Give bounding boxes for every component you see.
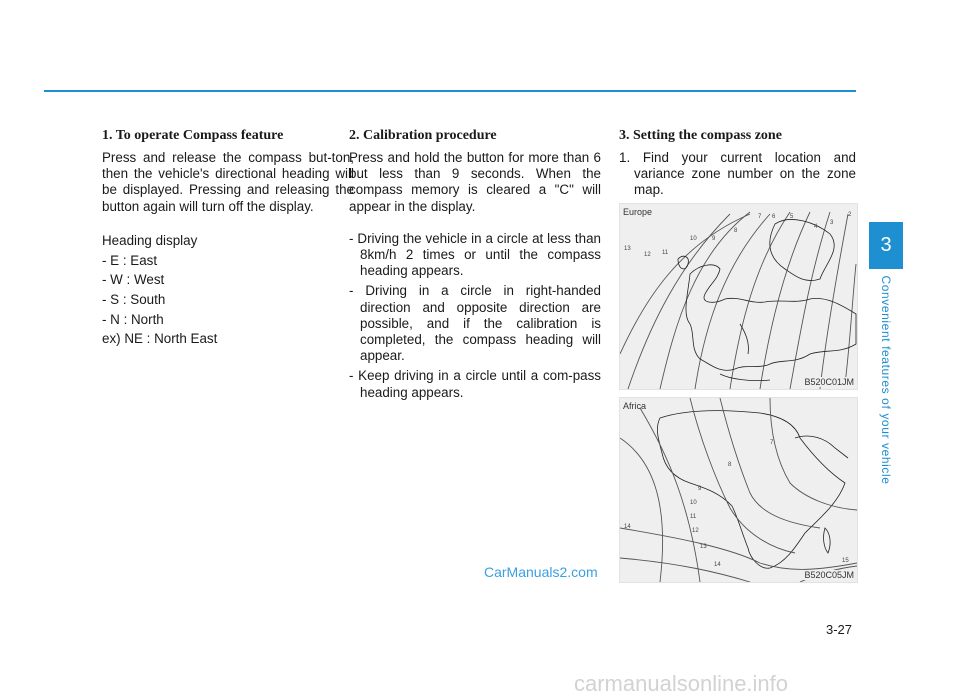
zone-number: 8	[728, 462, 732, 468]
zone-number: 4	[814, 224, 818, 230]
zone-number: 14	[624, 524, 631, 530]
map-title: Africa	[623, 401, 647, 411]
zone-number: 15	[842, 558, 849, 564]
direction-example: ex) NE : North East	[102, 331, 218, 347]
zone-number: 13	[700, 544, 707, 550]
zone-number: 7	[758, 214, 762, 220]
watermark-link[interactable]: CarManuals2.com	[484, 564, 598, 580]
zone-number: 11	[662, 250, 669, 256]
africa-map-graphic	[620, 398, 857, 582]
europe-map-graphic	[620, 204, 857, 389]
figure-code: B520C01JM	[804, 377, 854, 387]
chapter-tab: 3	[869, 222, 903, 269]
direction-item: - N : North	[102, 311, 164, 327]
direction-item: - E : East	[102, 252, 158, 268]
zone-number: 10	[690, 500, 697, 506]
zone-number: 3	[830, 220, 834, 226]
section-heading: 3. Setting the compass zone	[619, 128, 782, 143]
bullet-item: - Driving the vehicle in a circle at less than 8km/h 2 times or until the compass heading appears.	[349, 230, 601, 279]
section-compass-zone	[619, 128, 856, 199]
chapter-title: Convenient features of your vehicle	[879, 275, 893, 485]
zone-number: 8	[734, 228, 738, 234]
section-heading: 1. To operate Compass feature	[102, 128, 284, 143]
bullet-item: - Keep driving in a circle until a com-pass heading appears.	[349, 368, 601, 400]
zone-number: 7	[770, 440, 774, 446]
direction-item: - S : South	[102, 291, 166, 307]
section-compass-feature	[102, 128, 354, 349]
map-title: Europe	[623, 207, 653, 217]
zone-number: 12	[692, 528, 699, 534]
zone-number: 14	[714, 562, 721, 568]
africa-zone-map	[619, 397, 858, 583]
zone-number: 2	[848, 212, 852, 218]
zone-number: 5	[790, 214, 794, 220]
direction-item: - W : West	[102, 272, 165, 288]
heading-display-label: Heading display	[102, 232, 198, 248]
top-rule	[44, 90, 856, 92]
zone-number: 9	[698, 486, 702, 492]
bullet-item: - Driving in a circle in right-handed direction and opposite direction are possible, and if the calibration is completed, the compass heading will appear.	[349, 283, 601, 364]
section-calibration	[349, 128, 601, 405]
page-number: 3-27	[826, 622, 853, 637]
zone-number: 6	[772, 214, 776, 220]
europe-zone-map	[619, 203, 858, 390]
zone-number: 11	[690, 514, 697, 520]
paragraph: Press and release the compass but-ton, then the vehicle's directional heading will be displayed. Pressing and releasing the button again will turn off the display.	[102, 150, 354, 214]
section-heading: 2. Calibration procedure	[349, 128, 497, 143]
zone-number: 12	[644, 252, 651, 258]
paragraph: Press and hold the button for more than 6 but less than 9 seconds. When the compass memory is cleared a "C" will appear in the display.	[349, 150, 601, 214]
zone-number: 10	[690, 236, 697, 242]
footer-watermark: carmanualsonline.info	[574, 671, 789, 696]
step-item: 1. Find your current location and variance zone number on the zone map.	[619, 150, 856, 198]
figure-code: B520C05JM	[804, 570, 854, 580]
zone-number: 13	[624, 246, 631, 252]
zone-number: 9	[712, 236, 716, 242]
